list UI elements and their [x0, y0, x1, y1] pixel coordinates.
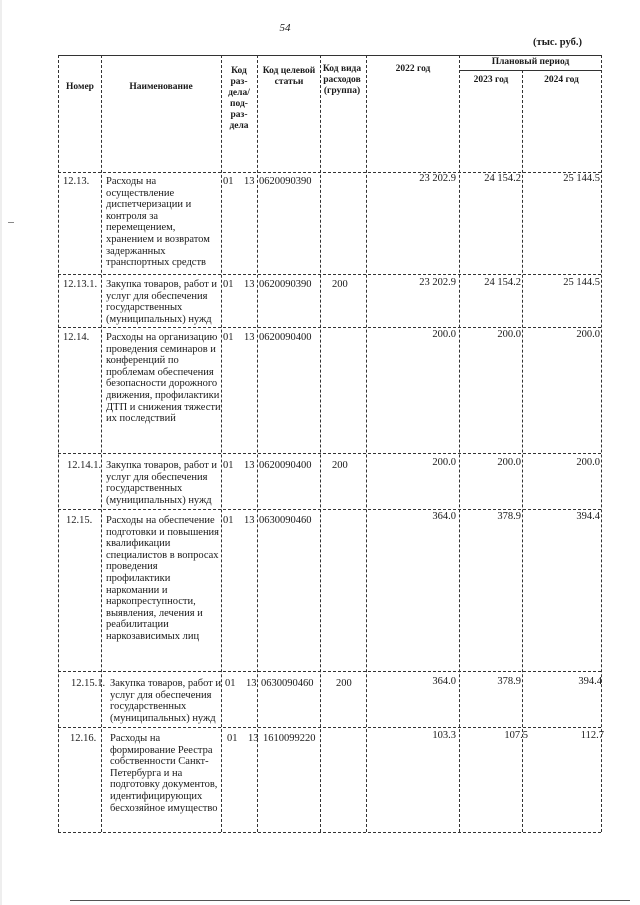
row-section: 01: [223, 460, 234, 471]
row-target: 0630090460: [261, 678, 314, 689]
row-number: 12.13.: [63, 176, 90, 187]
row-value-2024: 200.0: [576, 329, 600, 340]
row-section: 01: [223, 176, 234, 187]
row-section: 01: [225, 678, 236, 689]
row-number: 12.15.1.: [71, 678, 106, 689]
row-separator: [58, 327, 601, 328]
col-border-right: [601, 55, 602, 832]
header-section: Код раз- дела/ под- раз- дела: [228, 66, 250, 131]
row-subsection: 13: [244, 515, 255, 526]
row-name: Расходы на формирование Реестра собственности Санкт-Петербурга и на подготовку документов, идентифицирующих бесхозяйное имущество: [110, 733, 218, 814]
row-section: 01: [227, 733, 238, 744]
row-value-2024: 394.4: [578, 676, 602, 687]
row-target: 0620090400: [259, 460, 312, 471]
row-subsection: 13: [244, 460, 255, 471]
units-label: (тыс. руб.): [533, 37, 582, 48]
row-subsection: 13: [244, 332, 255, 343]
col-border-2022: [459, 55, 460, 832]
col-border-section: [257, 55, 258, 832]
row-value-2022: 364.0: [432, 676, 456, 687]
row-name: Закупка товаров, работ и услуг для обеспечения государственных (муниципальных) нужд: [110, 678, 222, 724]
row-value-2022: 23 202.9: [419, 173, 456, 184]
row-section: 01: [223, 279, 234, 290]
table-top-border: [58, 55, 601, 56]
row-value-2024: 25 144.5: [563, 277, 600, 288]
row-expense-type: 200: [332, 279, 348, 290]
row-value-2024: 200.0: [576, 457, 600, 468]
row-subsection: 13: [248, 733, 259, 744]
row-number: 12.14.: [63, 332, 90, 343]
row-number: 12.13.1.: [63, 279, 98, 290]
row-target: 0620090390: [259, 176, 312, 187]
header-2024: 2024 год: [544, 75, 579, 85]
col-border-number: [101, 55, 102, 832]
col-border-type: [366, 55, 367, 832]
row-subsection: 13: [244, 176, 255, 187]
row-value-2023: 200.0: [497, 329, 521, 340]
row-value-2023: 378.9: [497, 511, 521, 522]
row-name: Закупка товаров, работ и услуг для обеспечения государственных (муниципальных) нужд: [106, 279, 218, 325]
row-value-2023: 378.9: [497, 676, 521, 687]
col-border-target: [320, 55, 321, 832]
row-name: Расходы на организацию проведения семинаров и конференций по проблемам обеспечения безопасности дорожного движения, профилактики ДТП и снижения тяжести их последствий: [106, 332, 221, 425]
row-value-2023: 107.5: [504, 730, 528, 741]
scan-bottom-line: [70, 900, 630, 901]
planned-period-divider: [460, 70, 601, 71]
row-number: 12.14.1.: [67, 460, 102, 471]
row-subsection: 13: [246, 678, 257, 689]
header-2022: 2022 год: [395, 64, 431, 74]
row-value-2022: 200.0: [432, 457, 456, 468]
row-name: Закупка товаров, работ и услуг для обеспечения государственных (муниципальных) нужд: [106, 460, 218, 506]
row-separator: [58, 832, 601, 833]
row-value-2023: 200.0: [497, 457, 521, 468]
col-border-left: [58, 55, 59, 832]
row-name: Расходы на осуществление диспетчеризации и контроля за перемещением, хранением и возвратом задержанных транспортных средств: [106, 176, 210, 269]
row-separator: [58, 509, 601, 510]
row-value-2023: 24 154.2: [484, 277, 521, 288]
row-value-2022: 103.3: [432, 730, 456, 741]
row-separator: [58, 274, 601, 275]
header-2023: 2023 год: [473, 75, 509, 85]
header-name: Наименование: [129, 82, 193, 92]
row-target: 0620090390: [259, 279, 312, 290]
scan-edge: [0, 0, 2, 905]
col-border-2023: [522, 70, 523, 832]
header-expense-type: Код вида расходов (группа): [322, 64, 362, 96]
row-subsection: 13: [244, 279, 255, 290]
row-section: 01: [223, 332, 234, 343]
row-value-2023: 24 154.2: [484, 173, 521, 184]
header-target: Код целевой статьи: [262, 66, 316, 87]
row-number: 12.16.: [70, 733, 97, 744]
row-value-2024: 25 144.5: [563, 173, 600, 184]
row-expense-type: 200: [332, 460, 348, 471]
row-expense-type: 200: [336, 678, 352, 689]
row-separator: [58, 671, 601, 672]
row-separator: [58, 453, 601, 454]
page-number: 54: [279, 22, 291, 34]
row-value-2024: 394.4: [576, 511, 600, 522]
header-number: Номер: [66, 82, 94, 92]
header-planned-period: Плановый период: [491, 57, 570, 67]
row-value-2022: 200.0: [432, 329, 456, 340]
row-separator: [58, 727, 601, 728]
row-value-2022: 364.0: [432, 511, 456, 522]
row-number: 12.15.: [66, 515, 93, 526]
row-name: Расходы на обеспечение подготовки и повышения квалификации специалистов в вопросах проведения профилактики наркомании и наркопреступности, выявления, лечения и реабилитации наркозависимых лиц: [106, 515, 220, 642]
row-target: 1610099220: [263, 733, 316, 744]
row-value-2022: 23 202.9: [419, 277, 456, 288]
row-section: 01: [223, 515, 234, 526]
row-target: 0630090460: [259, 515, 312, 526]
row-target: 0620090400: [259, 332, 312, 343]
scan-mark: [8, 222, 14, 223]
row-value-2024: 112.7: [580, 730, 604, 741]
